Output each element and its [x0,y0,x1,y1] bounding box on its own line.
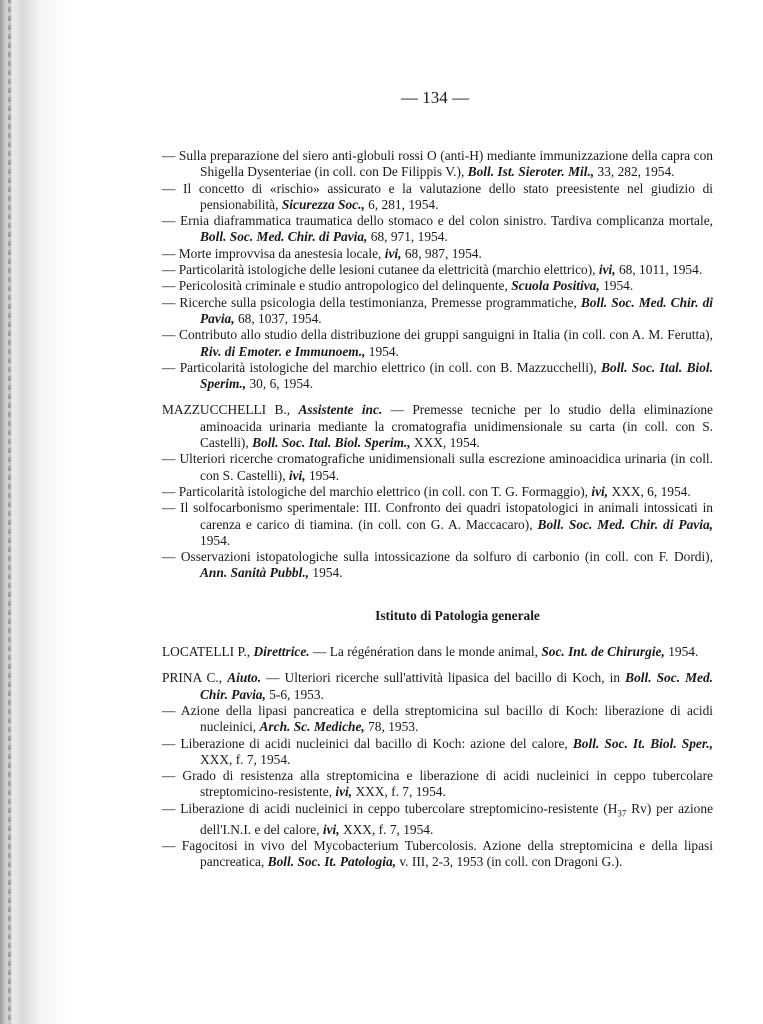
entry-text: — Grado di resistenza alla streptomicina e liberazione di acidi nucleinici in ceppo tubercolare streptomicino-resistente, [162,768,713,800]
entry-text: 6, 281, 1954. [364,196,439,212]
entry-text: 33, 282, 1954. [594,164,675,180]
entry-text: — Ricerche sulla psicologia della testimonianza, Premesse programmatiche, [162,294,581,310]
entry-text: 78, 1953. [364,719,419,735]
entry-text: — Sulla preparazione del siero anti-globuli rossi O (anti-H) mediante immunizzazione della capra con Shigella Dysenteriae (in coll. con De Filippis V.), [162,148,713,180]
author-group [162,670,713,870]
page-number: — 134 — [401,88,469,107]
entry-text: — Liberazione di acidi nucleinici dal bacillo di Koch: azione del calore, [162,735,573,751]
entry-text: — Particolarità istologiche del marchio elettrico (in coll. con T. G. Formaggio), [162,483,592,499]
journal-citation: Arch. Sc. Mediche, [259,719,365,735]
entry-text: 5-6, 1953. [265,686,324,702]
entry-text: MAZZUCCHELLI B., [162,402,299,418]
journal-citation: Boll. Soc. It. Biol. Sper., [572,735,714,751]
entry-text: XXX, f. 7, 1954. [352,784,446,800]
entry-text: 1954. [599,278,634,294]
entry-text: 68, 987, 1954. [401,245,482,261]
entry-text: — Il concetto di «rischio» assicurato e la valutazione dello stato preesistente nel giudizio di pensionabilità, [162,180,713,212]
journal-citation: Boll. Soc. Med. Chir. di Pavia, [200,229,368,245]
entry-text: — Pericolosità criminale e studio antropologico del delinquente, [162,278,512,294]
bibliography-entry [162,703,713,736]
bibliography-entry [162,484,713,500]
section-heading: Istituto di Patologia generale [375,607,540,623]
journal-citation: ivi, [322,821,340,837]
bibliography-entry [162,801,713,838]
entry-text: 68, 1011, 1954. [615,262,703,278]
entry-text: — Liberazione di acidi nucleinici in ceppo tubercolare streptomicino-resistente (H [162,800,618,816]
entry-text: 1954. [664,644,699,660]
entry-text: — Osservazioni istopatologiche sulla intossicazione da solfuro di carbonio (in coll. con F. Dordi), [162,549,713,565]
entry-text: LOCATELLI P., [162,644,254,660]
bibliography-entry [162,736,713,769]
entry-text: PRINA C., [162,670,228,686]
bibliography-entry [162,213,713,246]
bibliography-entry [162,246,713,262]
bibliography-entry [162,181,713,214]
bibliography-entry [162,295,713,328]
entry-text: — Fagocitosi in vivo del Mycobacterium Tubercolosis. Azione della streptomicina e della lipasi pancreatica, [162,837,713,870]
bibliography [162,148,713,881]
journal-citation: ivi, [335,784,353,800]
entry-text: 1954. [200,532,231,548]
entry-text: — Ernia diaframmatica traumatica dello stomaco e del colon sinistro. Tardiva complicanza mortale, [162,213,713,229]
entry-text: 1954. [309,565,343,581]
bibliography-entry [162,451,713,484]
entry-text: 68, 1037, 1954. [234,310,322,326]
journal-citation: Boll. Soc. Ital. Biol. Sperim., [200,359,713,392]
journal-citation: Boll. Soc. Med. Chir. di Pavia, [200,294,713,326]
entry-text: XXX, f. 7, 1954. [200,751,291,767]
entry-text: 37 [617,808,627,819]
author-group [162,644,713,660]
journal-citation: ivi, [591,483,609,499]
journal-citation: Boll. Soc. Ital. Biol. Sperim., [252,435,411,451]
bibliography-section-medicina-legale [162,148,713,582]
bibliography-entry [162,500,713,549]
bibliography-entry [162,327,713,360]
entry-text: XXX, f. 7, 1954. [339,821,434,837]
entry-text: — La régénération dans le monde animal, [309,644,542,660]
bibliography-entry [162,148,713,181]
bibliography-entry [162,549,713,582]
entry-text: 1954. [365,343,399,359]
bibliography-entry [162,360,713,393]
journal-citation: Boll. Soc. Med. Chir. di Pavia, [537,516,713,532]
entry-text: — Contributo allo studio della distribuzione dei gruppi sanguigni in Italia (in coll. con A. M. Ferutta), [162,327,713,343]
journal-citation: Direttrice. [253,644,310,660]
journal-citation: ivi, [288,467,306,483]
bibliography-entry [162,262,713,278]
entry-text: v. III, 2-3, 1953 (in coll. con Dragoni G.). [396,854,623,870]
journal-citation: Boll. Soc. Med. Chir. Pavia, [200,670,713,702]
entry-text: — Morte improvvisa da anestesia locale, [162,245,385,261]
entry-text: 68, 971, 1954. [367,229,448,245]
bibliography-entry [162,670,713,703]
entry-text: XXX, 6, 1954. [608,483,691,499]
journal-citation: ivi, [384,245,402,261]
journal-citation: Ann. Sanità Pubbl., [200,565,310,581]
scan-binding-mark [8,0,11,1024]
journal-citation: Boll. Soc. It. Patologia, [267,854,396,870]
journal-citation: Scuola Positiva, [511,278,600,294]
entry-text: — Particolarità istologiche delle lesioni cutanee da elettricità (marchio elettrico), [162,262,599,278]
author-group [162,148,713,392]
entry-text: — Ulteriori ricerche sull'attività lipasica del bacillo di Koch, in [261,670,626,686]
author-group [162,402,713,581]
journal-citation: Boll. Ist. Sieroter. Mil., [467,164,595,180]
journal-citation: Aiuto. [227,670,262,686]
entry-text: — Particolarità istologiche del marchio elettrico (in coll. con B. Mazzucchelli), [162,359,602,375]
journal-citation: Assistente inc. [298,402,383,418]
journal-citation: Sicurezza Soc., [281,196,365,212]
bibliography-entry [162,768,713,801]
entry-text: Rv) per azione dell'I.N.I. e del calore, [200,800,714,837]
entry-text: — Il solfocarbonismo sperimentale: III. Confronto dei quadri istopatologici in animali intossicati in carenza e carico di tiamina. (in coll. con G. A. Maccacaro), [162,500,713,532]
bibliography-section-patologia-generale [162,644,713,871]
entry-text: 30, 6, 1954. [246,376,314,392]
journal-citation: Soc. Int. de Chirurgie, [541,644,665,660]
entry-text: 1954. [305,467,340,483]
bibliography-entry [162,838,713,871]
entry-text: — Azione della lipasi pancreatica e della streptomicina sul bacillo di Koch: liberazione di acidi nucleinici, [162,702,713,735]
entry-text: XXX, 1954. [410,435,480,451]
bibliography-entry [162,278,713,294]
journal-citation: ivi, [598,262,616,278]
journal-citation: Riv. di Emoter. e Immunoem., [200,343,366,359]
entry-text: — Premesse tecniche per lo studio della eliminazione aminoacida urinaria mediante la cromatografia unidimensionale su carta (in coll. con S. Castelli), [200,402,713,451]
entry-text: — Ulteriori ricerche cromatografiche unidimensionali sulla escrezione aminoacidica urinaria (in coll. con S. Castelli), [162,451,713,483]
bibliography-entry [162,402,713,451]
bibliography-entry [162,644,713,660]
